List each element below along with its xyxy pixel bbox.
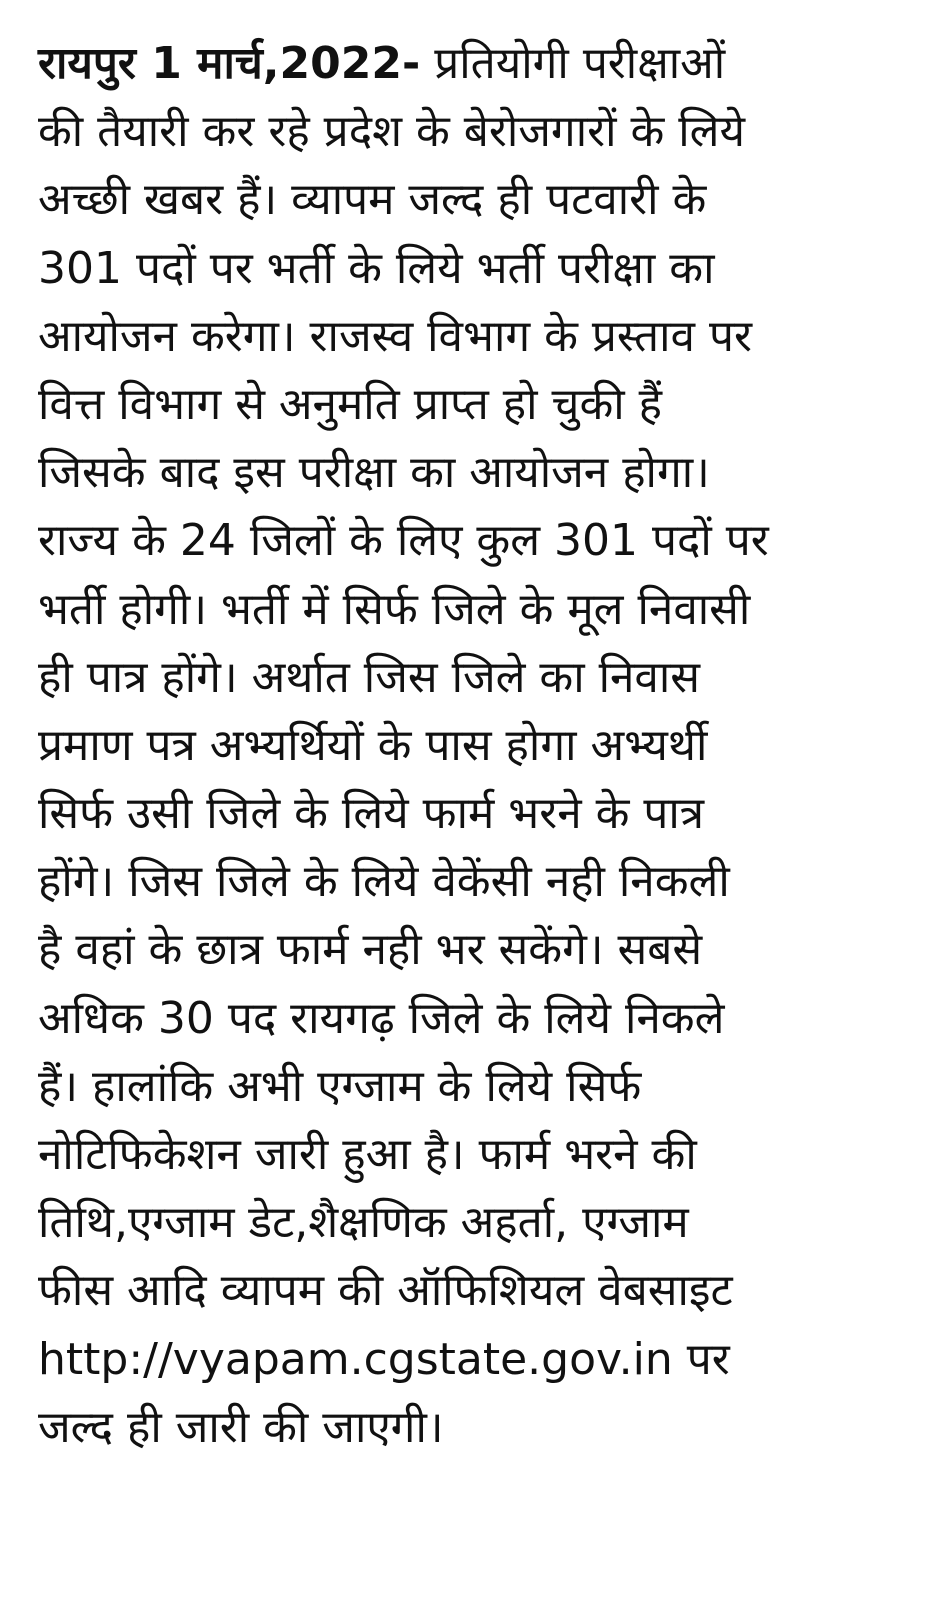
article-line-17: नोटिफिकेशन जारी हुआ है। फार्म भरने की <box>38 1129 697 1180</box>
dateline: रायपुर 1 मार्च,2022- <box>38 38 421 89</box>
article-line-19: फीस आदि व्यापम की ऑफिशियल वेबसाइट <box>38 1265 733 1317</box>
article-line-3: अच्छी खबर हैं। व्यापम जल्द ही पटवारी के <box>38 174 707 226</box>
article-line-13: होंगे। जिस जिले के लिये वेकेंसी नही निकली <box>38 856 730 908</box>
article-line-16: हैं। हालांकि अभी एग्जाम के लिये सिर्फ <box>38 1060 642 1112</box>
article-line-12: सिर्फ उसी जिले के लिये फार्म भरने के पात्र <box>38 788 705 840</box>
article-line-20: http://vyapam.cgstate.gov.in पर <box>38 1333 730 1385</box>
article-line-14: है वहां के छात्र फार्म नही भर सकेंगे। सबसे <box>38 924 703 976</box>
article-line-18: तिथि,एग्जाम डेट,शैक्षणिक अहर्ता, एग्जाम <box>38 1197 689 1249</box>
article-line-2: की तैयारी कर रहे प्रदेश के बेरोजगारों के लिये <box>38 106 745 158</box>
article-line-8: राज्य के 24 जिलों के लिए कुल 301 पदों पर <box>38 515 769 567</box>
article-text: प्रतियोगी परीक्षाओं <box>420 38 726 89</box>
article-line-7: जिसके बाद इस परीक्षा का आयोजन होगा। <box>38 447 710 499</box>
article-line-4: 301 पदों पर भर्ती के लिये भर्ती परीक्षा का <box>38 242 715 294</box>
article-line-15: अधिक 30 पद रायगढ़ जिले के लिये निकले <box>38 992 725 1044</box>
article-line-1 <box>38 30 918 98</box>
news-article <box>38 30 918 1462</box>
article-line-6: वित्त विभाग से अनुमति प्राप्त हो चुकी हैं <box>38 378 663 430</box>
article-line-5: आयोजन करेगा। राजस्व विभाग के प्रस्ताव पर <box>38 310 752 362</box>
article-line-10: ही पात्र होंगे। अर्थात जिस जिले का निवास <box>38 651 701 703</box>
article-line-9: भर्ती होगी। भर्ती में सिर्फ जिले के मूल निवासी <box>38 583 751 635</box>
article-line-11: प्रमाण पत्र अभ्यर्थियों के पास होगा अभ्यर्थी <box>38 719 708 771</box>
article-line-21: जल्द ही जारी की जाएगी। <box>38 1401 444 1453</box>
